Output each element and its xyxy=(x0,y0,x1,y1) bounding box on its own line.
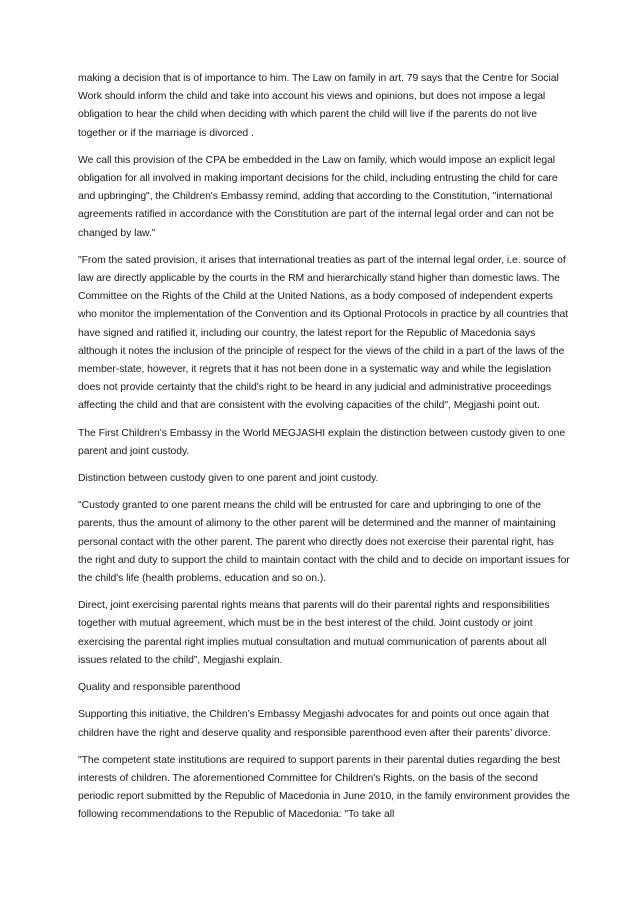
paragraph-megjashi-distinction-intro: The First Children’s Embassy in the World MEGJASHI explain the distinction between custody given to one parent and joint custody. xyxy=(78,427,566,457)
paragraph-international-treaties: "From the sated provision, it arises that international treaties as part of the internal legal order, i.e. source of law are directly applicable by the courts in the RM and hierarchically stand higher than domestic laws. The Committee on the Rights of the Child at the United Nations, as a body composed of independent experts who monitor the implementation of the Convention and its Optional Protocols in practice by all countries that have signed and ratified it, including our country, the latest report for the Republic of Macedonia says although it notes the inclusion of the principle of respect for the views of the child in a part of the laws of the member-state, however, it regrets that it has not been done in a systematic way and while the legislation does not provide certainty that the child's right to be heard in any judicial and administrative proceedings affecting the child and that are consistent with the evolving capacities of the child", Megjashi point out. xyxy=(78,254,569,412)
paragraph-law-on-family: making a decision that is of importance to him. The Law on family in art. 79 says that the Centre for Social Work should inform the child and take into account his views and opinions, but does not impose a legal obligation to hear the child when deciding with which parent the child will live if the parents do not live together or if the marriage is divorced . xyxy=(78,73,559,139)
paragraph-quality-heading: Quality and responsible parenthood xyxy=(78,682,241,694)
paragraph-state-institutions: "The competent state institutions are required to support parents in their parental duties regarding the best interests of children. The aforementioned Committee for Children's Rights, on the basis of the second periodic report submitted by the Republic of Macedonia in June 2010, in the family environment provides the following recommendations to the Republic of Macedonia: "To take all xyxy=(78,754,570,821)
paragraph-cpa-provision: We call this provision of the CPA be embedded in the Law on family, which would impose an explicit legal obligation for all involved in making important decisions for the child, including entrusting the child for care and upbringing", the Children's Embassy remind, adding that according to the Constitution, "international agreements ratified in accordance with the Constitution are part of the internal legal order and can not be changed by law.” xyxy=(78,154,558,239)
document-page xyxy=(78,70,570,834)
paragraph-supporting-initiative: Supporting this initiative, the Children’s Embassy Megjashi advocates for and points out once again that children have the right and deserve quality and responsible parenthood even after their parents’ divorce. xyxy=(78,709,551,739)
paragraph-custody-one-parent: "Custody granted to one parent means the child will be entrusted for care and upbringing to one of the parents, thus the amount of alimony to the other parent will be determined and the manner of maintaining personal contact with the other parent. The parent who directly does not exercise their parental right, has the right and duty to support the child to maintain contact with the child and to decide on important issues for the child's life (health problems, education and so on.). xyxy=(78,500,570,585)
paragraph-joint-custody: Direct, joint exercising parental rights means that parents will do their parental rights and responsibilities together with mutual agreement, which must be in the best interest of the child. Joint custody or joint exercising the parental right implies mutual consultation and mutual communication of parents about all issues related to the child”, Megjashi explain. xyxy=(78,600,550,666)
paragraph-distinction-heading: Distinction between custody given to one parent and joint custody. xyxy=(78,473,379,485)
